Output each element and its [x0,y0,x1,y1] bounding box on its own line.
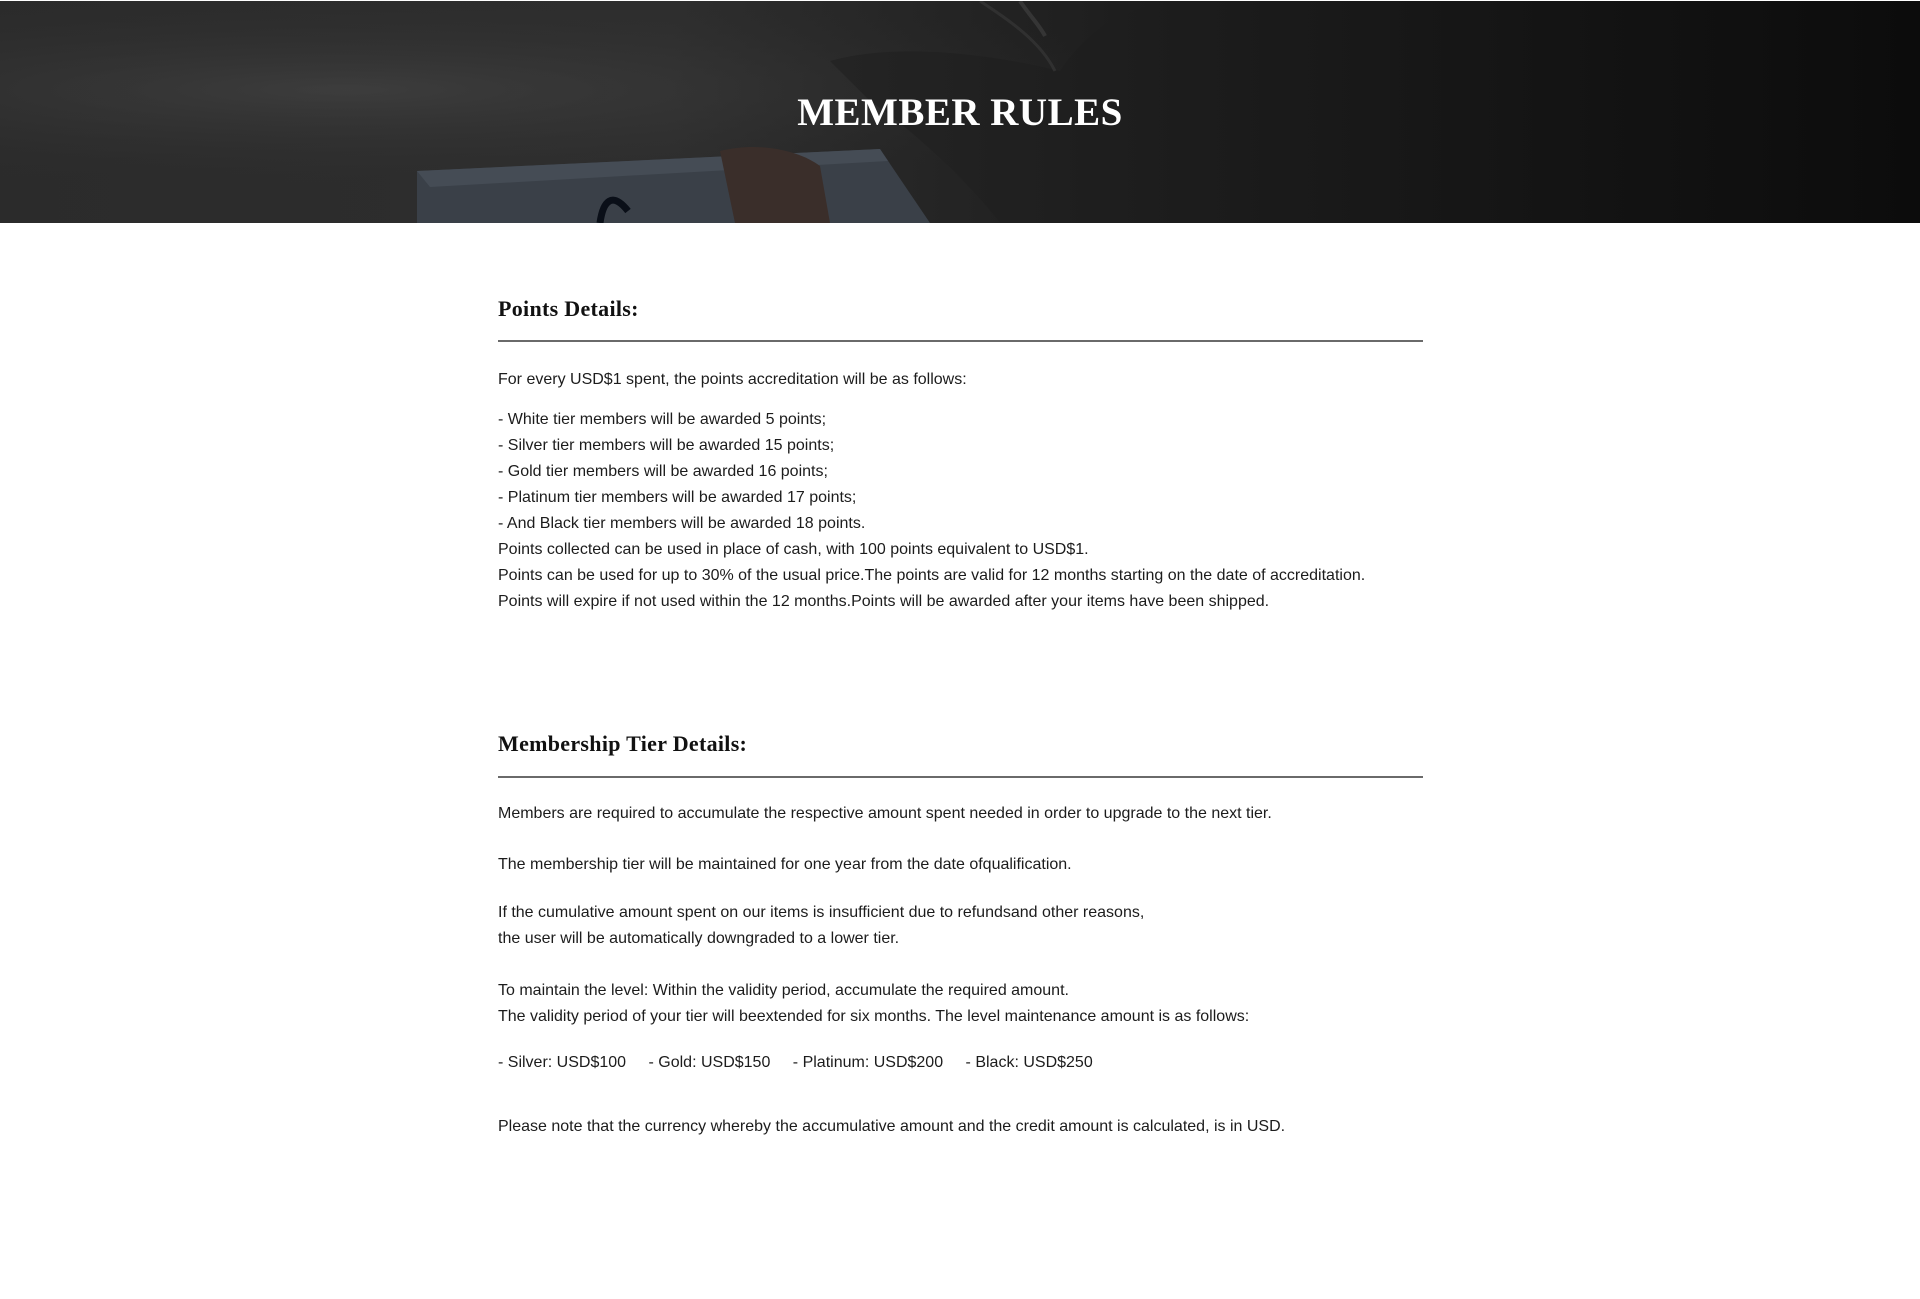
list-item: Points can be used for up to 30% of the usual price.The points are valid for 12 months starting on the date of accreditation. [498,567,1366,584]
tier-maintained-text: The membership tier will be maintained for one year from the date ofqualification. [498,856,1072,873]
list-item: - Silver tier members will be awarded 15 points; [498,437,835,454]
list-item: - Platinum tier members will be awarded 17 points; [498,489,857,506]
points-details-divider [498,340,1423,342]
points-details-heading: Points Details: [498,296,639,321]
maintenance-amount-black: - Black: USD$250 [965,1054,1093,1071]
hero-banner [0,1,1920,223]
list-item: - White tier members will be awarded 5 points; [498,411,827,428]
points-rules-list [498,407,1365,615]
maintenance-amounts [498,1050,1111,1076]
list-item: - Gold tier members will be awarded 16 points; [498,463,828,480]
list-item: - And Black tier members will be awarded 18 points. [498,515,866,532]
list-item: Points will expire if not used within the 12 months.Points will be awarded after your items have been shipped. [498,593,1270,610]
downgrade-line-1: If the cumulative amount spent on our items is insufficient due to refundsand other reasons, [498,904,1145,921]
points-intro: For every USD$1 spent, the points accreditation will be as follows: [498,371,967,388]
page-title: MEMBER RULES [797,91,1123,134]
list-item: Points collected can be used in place of cash, with 100 points equivalent to USD$1. [498,541,1089,558]
maintain-line-1: To maintain the level: Within the validity period, accumulate the required amount. [498,982,1069,999]
maintenance-amount-silver: - Silver: USD$100 [498,1054,627,1071]
currency-note: Please note that the currency whereby the accumulative amount and the credit amount is calculated, is in USD. [498,1118,1286,1135]
tier-upgrade-text: Members are required to accumulate the respective amount spent needed in order to upgrade to the next tier. [498,805,1272,822]
maintenance-amount-gold: - Gold: USD$150 [648,1054,771,1071]
tier-maintain-text [498,978,1249,1030]
membership-tier-heading: Membership Tier Details: [498,731,748,756]
maintenance-amount-platinum: - Platinum: USD$200 [792,1054,944,1071]
maintain-line-2: The validity period of your tier will beextended for six months. The level maintenance amount is as follows: [498,1008,1250,1025]
downgrade-line-2: the user will be automatically downgraded to a lower tier. [498,930,900,947]
tier-downgrade-text [498,900,1144,952]
membership-tier-divider [498,776,1423,778]
